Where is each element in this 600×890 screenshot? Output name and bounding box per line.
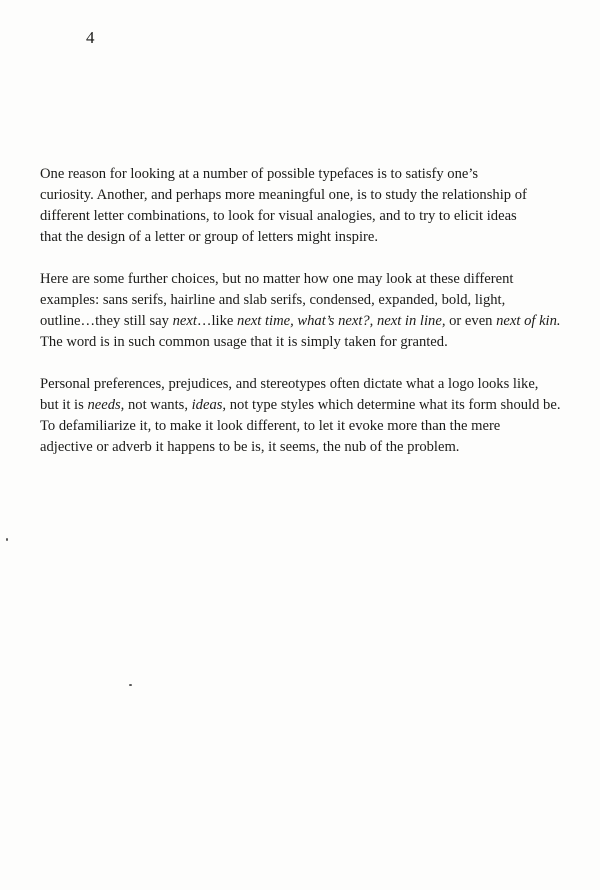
- text-run: not wants,: [124, 397, 192, 413]
- text-run: The word is in such common usage that it is simply taken for granted.: [40, 334, 448, 350]
- paragraph: [40, 374, 572, 458]
- body-text: [40, 164, 572, 479]
- italic-run: ideas,: [191, 397, 227, 413]
- text-line: [40, 227, 572, 248]
- text-run: One reason for looking at a number of possible typefaces is to satisfy one’s: [40, 166, 479, 182]
- text-run: Here are some further choices, but no matter how one may look at these different: [40, 271, 514, 287]
- text-run: outline…they still say: [40, 313, 173, 329]
- text-line: [40, 374, 572, 395]
- text-run: different letter combinations, to look for visual analogies, and to try to elicit ideas: [40, 208, 517, 224]
- text-run: that the design of a letter or group of letters might inspire.: [40, 229, 379, 245]
- scan-speck: [129, 684, 132, 686]
- text-run: not type styles which determine what its form should be.: [226, 397, 561, 413]
- text-run: curiosity. Another, and perhaps more meaningful one, is to study the relationship of: [40, 187, 527, 203]
- text-run: …like: [196, 313, 238, 329]
- text-line: [40, 437, 572, 458]
- italic-run: next of kin.: [496, 313, 561, 329]
- paragraph: [40, 269, 572, 353]
- italic-run: next: [172, 313, 197, 329]
- page-number: 4: [86, 28, 95, 47]
- italic-run: needs,: [87, 397, 125, 413]
- text-line: [40, 416, 572, 437]
- text-run: adjective or adverb it happens to be is, it seems, the nub of the problem.: [40, 439, 460, 455]
- text-line: [40, 206, 572, 227]
- text-run: but it is: [40, 397, 88, 413]
- text-line: [40, 395, 572, 416]
- scan-speck: [6, 538, 8, 541]
- text-run: examples: sans serifs, hairline and slab serifs, condensed, expanded, bold, light,: [40, 292, 506, 308]
- text-line: [40, 164, 572, 185]
- text-run: Personal preferences, prejudices, and stereotypes often dictate what a logo looks like,: [40, 376, 539, 392]
- text-line: [40, 332, 572, 353]
- paragraph: [40, 164, 572, 248]
- text-line: [40, 290, 572, 311]
- text-run: or even: [445, 313, 497, 329]
- italic-run: next time, what’s next?, next in line,: [237, 313, 446, 329]
- text-line: [40, 311, 572, 332]
- text-line: [40, 269, 572, 290]
- text-run: To defamiliarize it, to make it look different, to let it evoke more than the mere: [40, 418, 501, 434]
- text-line: [40, 185, 572, 206]
